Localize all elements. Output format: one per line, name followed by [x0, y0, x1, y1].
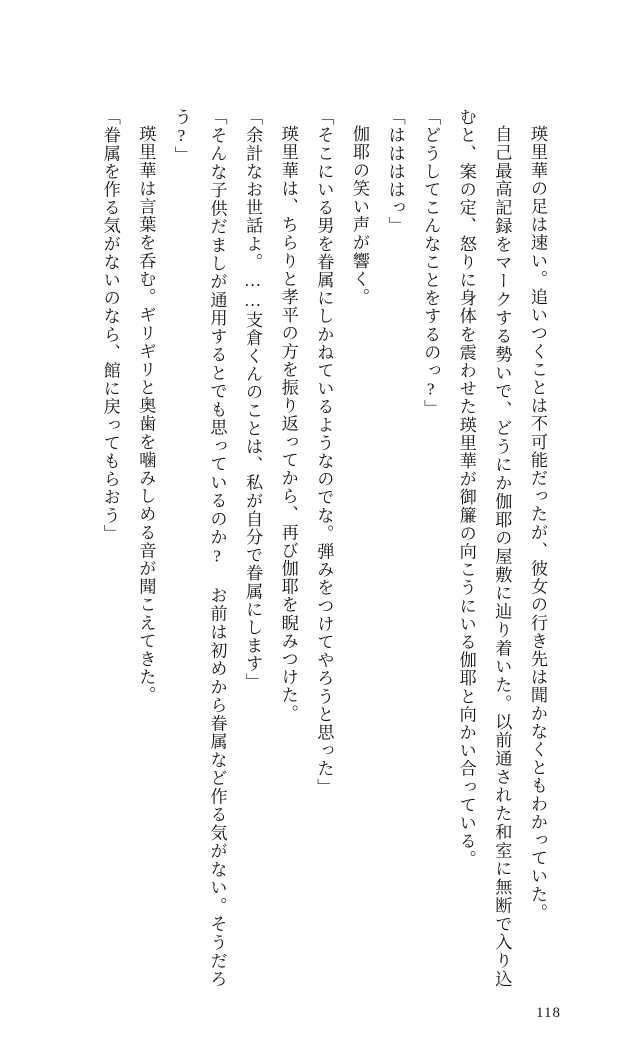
paragraph: 伽耶の笑い声が響く。: [349, 125, 369, 307]
paragraph: 瑛里華は、ちらりと孝平の方を振り返ってから、再び伽耶を睨みつけた。: [278, 125, 298, 723]
paragraph: 「そんな子供だましが通用するとでも思っているのか? お前は初めから眷属など作る気がない。そうだろう?」: [171, 108, 227, 988]
paragraph: 「ははははっ」: [385, 108, 405, 235]
vertical-text-body: [55, 108, 555, 988]
paragraph: 「眷属を作る気がないのなら、館に戻ってもらおう」: [100, 108, 120, 543]
paragraph: 「余計なお世話よ。……支倉くんのことは、私が自分で眷属にします」: [243, 108, 263, 691]
page-number: 118: [536, 1005, 561, 1021]
paragraph: 自己最高記録をマークする勢いで、どうにか伽耶の屋敷に辿り着いた。以前通された和室に無断で入り込むと、案の定、怒りに身体を震わせた瑛里華が御簾の向こうにいる伽耶と向かい合っている。: [456, 108, 512, 988]
paragraph: 「そこにいる男を眷属にしかねているようなのでな。弾みをつけてやろうと思った」: [314, 108, 334, 796]
paragraph: 瑛里華は言葉を呑む。ギリギリと奥歯を噛みしめる音が聞こえてきた。: [136, 125, 156, 705]
paragraph: 瑛里華の足は速い。追いつくことは不可能だったが、彼女の行き先は聞かなくともわかっていた。: [528, 125, 547, 922]
paragraph: 「どうしてこんなことをするのっ?」: [421, 108, 441, 418]
